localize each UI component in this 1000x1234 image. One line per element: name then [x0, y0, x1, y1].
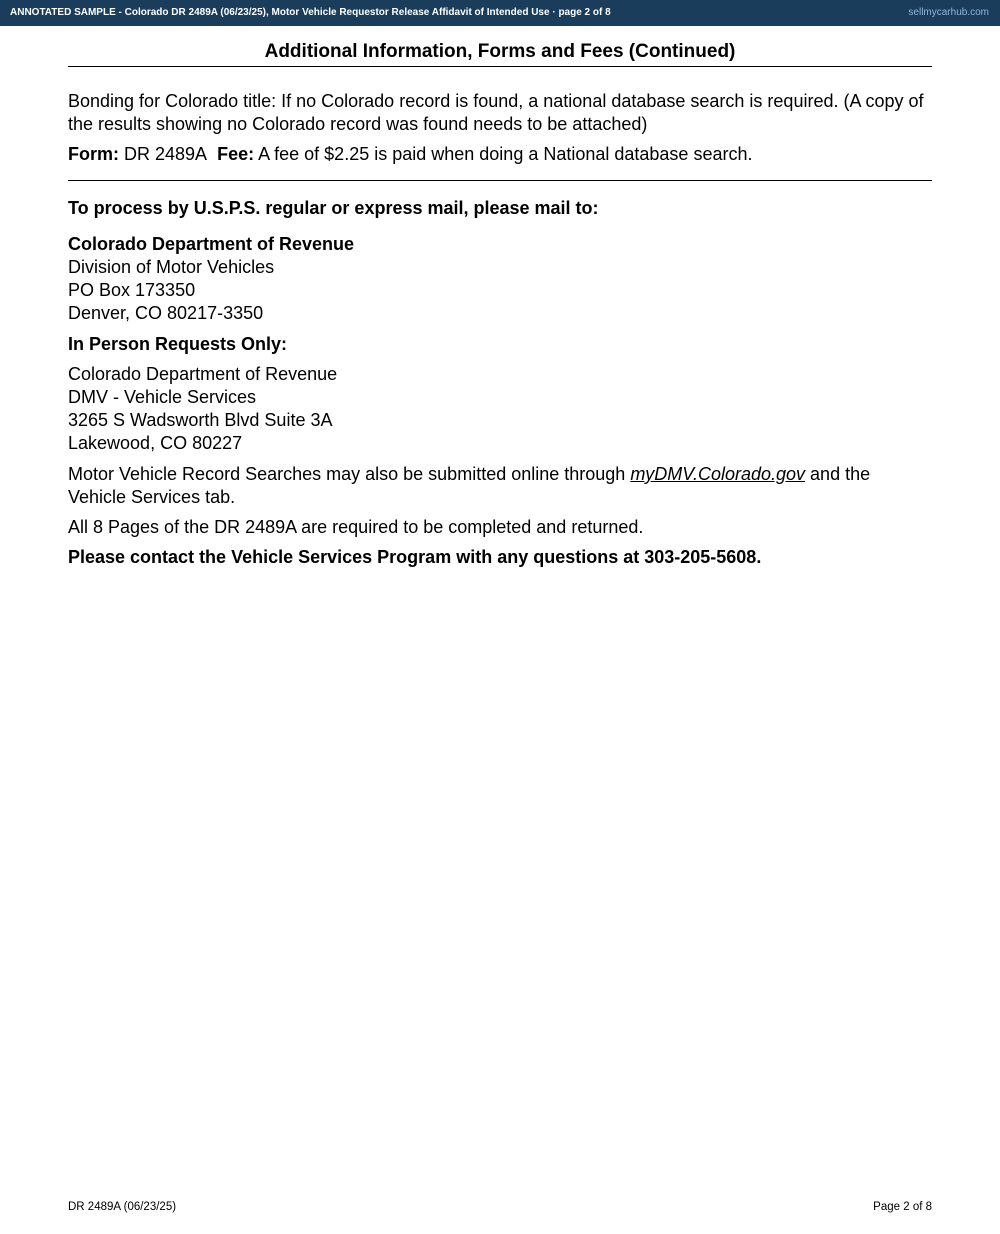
- mail-address-org: Colorado Department of Revenue: [68, 234, 355, 254]
- mail-address: [68, 233, 932, 325]
- form-fee-line: [68, 143, 932, 166]
- mydmv-link[interactable]: myDMV.Colorado.gov: [630, 464, 806, 484]
- in-person-address: [68, 363, 932, 455]
- title-divider: [68, 66, 932, 67]
- mail-address-line1: Division of Motor Vehicles: [68, 257, 275, 277]
- form-value: DR 2489A: [124, 144, 208, 164]
- online-prefix: Motor Vehicle Record Searches may also be submitted online through: [68, 464, 631, 484]
- fee-label: Fee:: [217, 144, 255, 164]
- in-person-line4: Lakewood, CO 80227: [68, 433, 243, 453]
- mail-heading: To process by U.S.P.S. regular or express mail, please mail to:: [68, 198, 599, 218]
- banner-title: ANNOTATED SAMPLE - Colorado DR 2489A (06/23/25), Motor Vehicle Requestor Release Affidavit of Intended Use · page 2 of 8: [10, 7, 611, 18]
- form-label: Form:: [68, 144, 119, 164]
- section-divider: [68, 180, 932, 181]
- pages-note: All 8 Pages of the DR 2489A are required to be completed and returned.: [68, 517, 644, 537]
- page-title: Additional Information, Forms and Fees (Continued): [264, 41, 736, 62]
- mail-address-line2: PO Box 173350: [68, 280, 196, 300]
- mail-address-line3: Denver, CO 80217-3350: [68, 303, 264, 323]
- banner-site-link[interactable]: sellmycarhub.com: [908, 7, 989, 18]
- fee-value: A fee of $2.25 is paid when doing a National database search.: [258, 144, 753, 164]
- annotation-banner: [0, 0, 1000, 26]
- in-person-line2: DMV - Vehicle Services: [68, 387, 257, 407]
- in-person-line3: 3265 S Wadsworth Blvd Suite 3A: [68, 410, 333, 430]
- online-suffix: and the Vehicle Services tab.: [68, 464, 871, 507]
- footer-page-number: Page 2 of 8: [873, 1201, 932, 1213]
- footer-form-id: DR 2489A (06/23/25): [68, 1201, 177, 1213]
- bonding-paragraph: Bonding for Colorado title: If no Colorado record is found, a national database search is required. (A copy of the results showing no Colorado record was found needs to be attached): [68, 91, 924, 134]
- contact-line: Please contact the Vehicle Services Program with any questions at 303-205-5608.: [68, 547, 762, 567]
- in-person-line1: Colorado Department of Revenue: [68, 364, 338, 384]
- in-person-heading: In Person Requests Only:: [68, 334, 288, 354]
- online-paragraph: [68, 463, 932, 509]
